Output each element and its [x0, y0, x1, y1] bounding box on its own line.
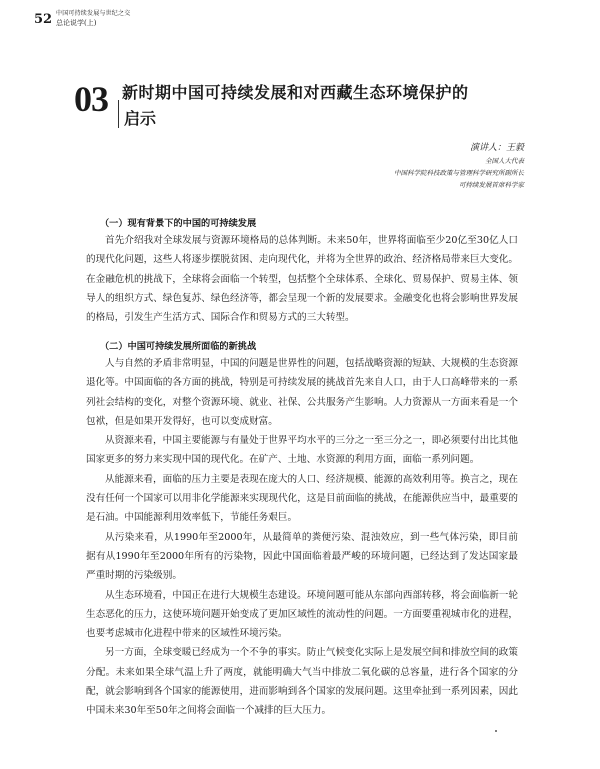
article-title-line-1: 新时期中国可持续发展和对西藏生态环境保护的 — [122, 83, 469, 102]
page-number: 52 — [34, 12, 53, 27]
section-heading-1: （一）现有背景下的中国的可持续发展 — [100, 218, 257, 229]
body-block-1 — [86, 231, 518, 327]
series-title: 中国可持续发展与世纪之交 — [56, 10, 131, 17]
article-title-line-2: 启示 — [124, 109, 157, 128]
affiliation-2: 中国科学院科技政策与管理科学研究所副所长 — [394, 169, 524, 177]
paragraph: 从能源来看，面临的压力主要是表现在庞大的人口、经济规模、能源的高效利用等。换言之，现在没有任何一个国家可以用非化学能源来实现现代化，这是目前面临的挑战，在能源供应当中，最重要的是石油。中国能源利用效率低下，节能任务艰巨。 — [86, 473, 518, 524]
paragraph: 从生态环境看，中国正在进行大规模生态建设。环境问题可能从东部向西部转移，将会面临新一轮生态恶化的压力，这使环境问题开始变成了更加区域性的流动性的问题。一方面要重视城市化的进程，也要考虑城市化进程中带来的区域性环境污染。 — [86, 589, 518, 640]
title-divider — [118, 100, 119, 128]
section-heading-2: （二）中国可持续发展所面临的新挑战 — [100, 341, 257, 352]
chapter-number: 03 — [74, 79, 108, 119]
body-block-2 — [86, 354, 518, 721]
paragraph: 首先介绍我对全球发展与资源环境格局的总体判断。未来50年，世界将面临至少20亿至30亿人口的现代化问题，这些人将逐步摆脱贫困、走向现代化，并将为全世界的政治、经济格局带来巨大变化。在金融危机的挑战下，全球将会面临一个转型，包括整个全球体系、全球化、贸易保护、贸易主体、领导人的组织方式、绿色复苏、绿色经济等，都会呈现一个新的发展要求。金融变化也将会影响世界发展的格局，引发生产生活方式、国际合作和贸易方式的三大转型。 — [86, 235, 518, 324]
paragraph: 人与自然的矛盾非常明显，中国的问题是世界性的问题，包括战略资源的短缺、大规模的生态资源退化等。中国面临的各方面的挑战，特别是可持续发展的挑战首先来自人口，由于人口高峰带来的一系列社会结构的变化，对整个资源环境、就业、社保、公共服务产生影响。人力资源从一方面来看是一个包袱，但是如果开发得好，也可以变成财富。 — [86, 358, 518, 427]
paragraph: 从资源来看，中国主要能源与有量处于世界平均水平的三分之一至三分之一，即必须要付出比其他国家更多的努力来实现中国的现代化。在矿产、土地、水资源的利用方面，面临一系列问题。 — [86, 435, 518, 466]
affiliation-1: 全国人大代表 — [485, 157, 524, 165]
paragraph: 从污染来看，从1990年至2000年，从最简单的粪便污染、混浊效应，到一些气体污染，即目前据有从1990年至2000年所有的污染物，因此中国面临着最严峻的环境问题，已经达到了发达国家最严重时期的污染级别。 — [86, 531, 518, 582]
affiliation-3: 可持续发展首席科学家 — [459, 181, 524, 189]
scan-speck — [495, 730, 497, 732]
book-title: 总论说学(上) — [56, 19, 97, 27]
speaker: 演讲人：王毅 — [469, 143, 524, 153]
paragraph: 另一方面，全球变暖已经成为一个不争的事实。防止气候变化实际上是发展空间和排放空间的政策分配。未来如果全球气温上升了两度，就能明确大气当中排放二氧化碳的总容量，进行各个国家的分配，就会影响到各个国家的能源使用，进而影响到各个国家的发展问题。这里牵扯到一系列因素，因此中国未来30年至50年之间将会面临一个减排的巨大压力。 — [86, 647, 518, 717]
